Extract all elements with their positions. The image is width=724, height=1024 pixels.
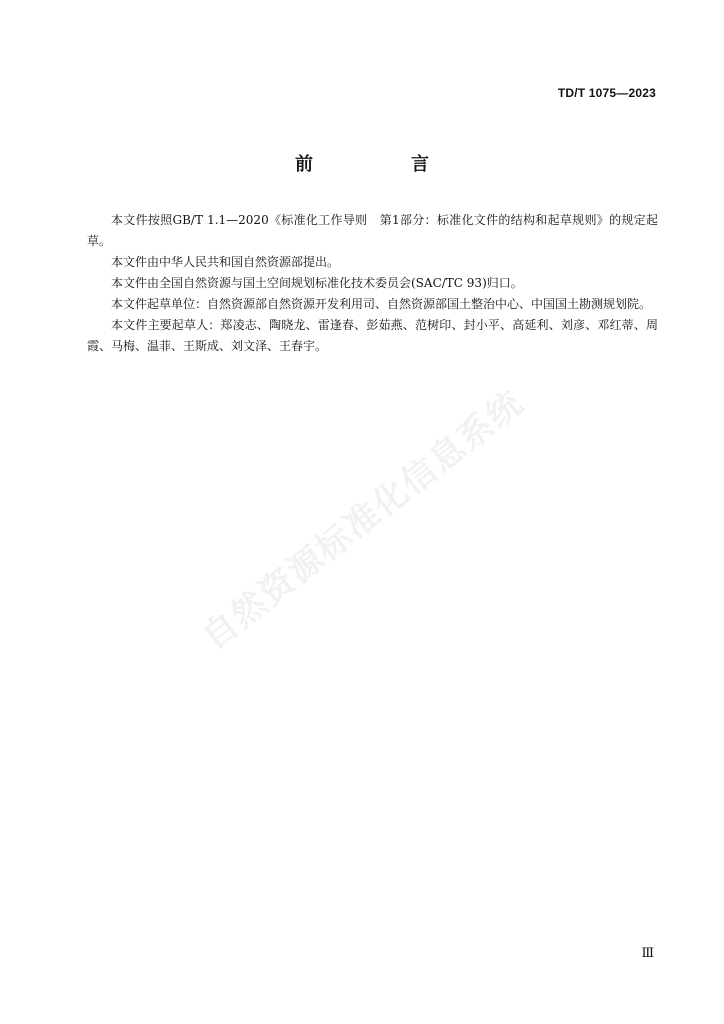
paragraph-drafters: 本文件主要起草人：郑凌志、陶晓龙、雷逢春、彭茹燕、范树印、封小平、高延利、刘彦、邓红蒂、周霞、马梅、温菲、王斯成、刘文泽、王春宇。 — [87, 318, 658, 353]
paragraph-committee: 本文件由全国自然资源与国土空间规划标准化技术委员会(SAC/TC 93)归口。 — [111, 276, 523, 290]
watermark: 自然资源标准化信息系统 — [194, 382, 532, 658]
paragraph-drafting-units: 本文件起草单位：自然资源部自然资源开发利用司、自然资源部国土整治中心、中国国土勘测规划院。 — [111, 297, 652, 311]
section-title: 前 言 — [295, 154, 469, 175]
paragraph-standard-reference: 本文件按照GB/T 1.1—2020《标准化工作导则 第1部分：标准化文件的结构和起草规则》的规定起草。 — [87, 213, 658, 248]
paragraph-proposer: 本文件由中华人民共和国自然资源部提出。 — [111, 255, 340, 269]
page-number: Ⅲ — [641, 946, 654, 961]
foreword-body — [87, 210, 658, 357]
document-code: TD/T 1075—2023 — [557, 86, 656, 100]
